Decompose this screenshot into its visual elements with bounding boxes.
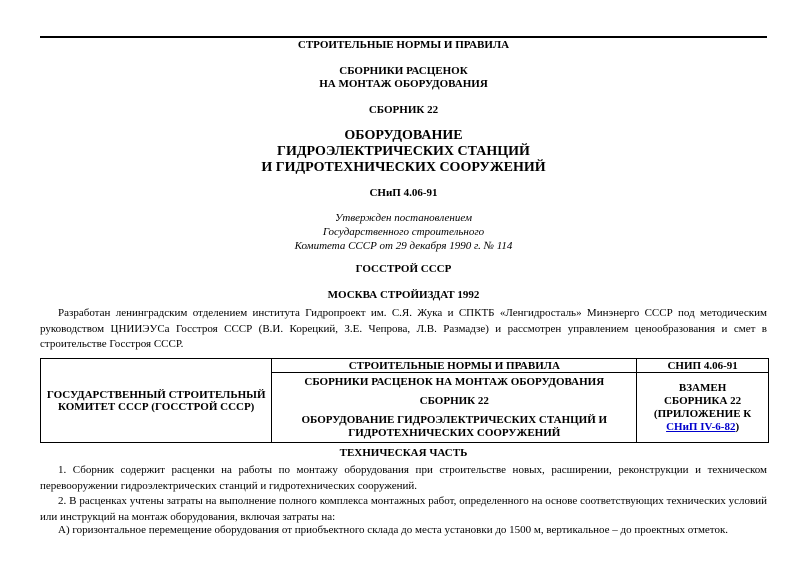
collection-number: СБОРНИК 22	[368, 104, 439, 116]
main-title-line2: ГИДРОЭЛЕКТРИЧЕСКИХ СТАНЦИЙ	[277, 144, 530, 159]
table-right-line3	[640, 408, 765, 434]
approved-line2: Государственного строительного	[322, 226, 485, 238]
table-left-cell: ГОСУДАРСТВЕННЫЙ СТРОИТЕЛЬНЫЙ КОМИТЕТ СССР (ГОССТРОЙ СССР)	[41, 359, 272, 443]
table-right-line1: ВЗАМЕН	[678, 381, 727, 394]
section-title: ТЕХНИЧЕСКАЯ ЧАСТЬ	[339, 447, 468, 459]
section-paragraph-2: 2. В расценках учтены затраты на выполнение полного комплекса монтажных работ, определенного на основе соответствующих технических условий или инструкций на монтаж оборудования, включая затраты на:	[40, 495, 767, 523]
header-table	[40, 358, 769, 443]
collection-line1: СБОРНИКИ РАСЦЕНОК	[339, 65, 468, 77]
main-title-line1: ОБОРУДОВАНИЕ	[344, 128, 463, 143]
main-title-line3: И ГИДРОТЕХНИЧЕСКИХ СООРУЖЕНИЙ	[261, 160, 546, 175]
table-right-body	[637, 373, 769, 443]
table-middle-line1: СБОРНИКИ РАСЦЕНОК НА МОНТАЖ ОБОРУДОВАНИЯ	[304, 375, 605, 388]
top-rule	[40, 36, 767, 38]
table-right-top: СНИП 4.06-91	[637, 359, 769, 373]
document-code: СНиП 4.06-91	[369, 187, 438, 199]
publisher: ГОССТРОЙ СССР	[355, 263, 452, 275]
table-right-suffix: )	[735, 420, 740, 433]
intro-paragraph: Разработан ленинградским отделением института Гидропроект им. С.Я. Жука и СПКТБ «Ленгидросталь» Минэнерго СССР под методическим руководством ЦНИИЭУСа Госстроя СССР (В.И. Корецкий, З.Е. Чепрова, Л.В. Размадзе) и рассмотрен управлением ценообразования и смет в строительстве Госстроя СССР.	[40, 307, 767, 350]
approved-line3: Комитета СССР от 29 декабря 1990 г. № 114	[294, 240, 513, 252]
city-year: МОСКВА СТРОЙИЗДАТ 1992	[327, 289, 480, 301]
table-middle-line3: ОБОРУДОВАНИЕ ГИДРОЭЛЕКТРИЧЕСКИХ СТАНЦИЙ И ГИДРОТЕХНИЧЕСКИХ СООРУЖЕНИЙ	[301, 413, 608, 439]
table-middle-body	[272, 373, 637, 443]
snip-link[interactable]: СНиП IV-6-82	[666, 420, 736, 433]
collection-line2: НА МОНТАЖ ОБОРУДОВАНИЯ	[319, 78, 488, 90]
table-right-line2: СБОРНИКА 22	[663, 394, 742, 407]
table-middle-top: СТРОИТЕЛЬНЫЕ НОРМЫ И ПРАВИЛА	[272, 359, 637, 373]
section-paragraph-1: 1. Сборник содержит расценки на работы по монтажу оборудования при строительстве новых, расширении, реконструкции и техническом перевооружении гидроэлектрических станций и гидротехнических сооружений.	[40, 464, 767, 492]
section-paragraph-3: А) горизонтальное перемещение оборудования от приобъектного склада до места установки до 1500 м, вертикальное – до проектных отметок.	[58, 524, 729, 536]
top-title: СТРОИТЕЛЬНЫЕ НОРМЫ И ПРАВИЛА	[297, 39, 510, 51]
table-middle-line2: СБОРНИК 22	[419, 394, 489, 407]
approved-line1: Утвержден постановлением	[335, 212, 472, 224]
table-right-prefix: (ПРИЛОЖЕНИЕ К	[653, 407, 752, 420]
